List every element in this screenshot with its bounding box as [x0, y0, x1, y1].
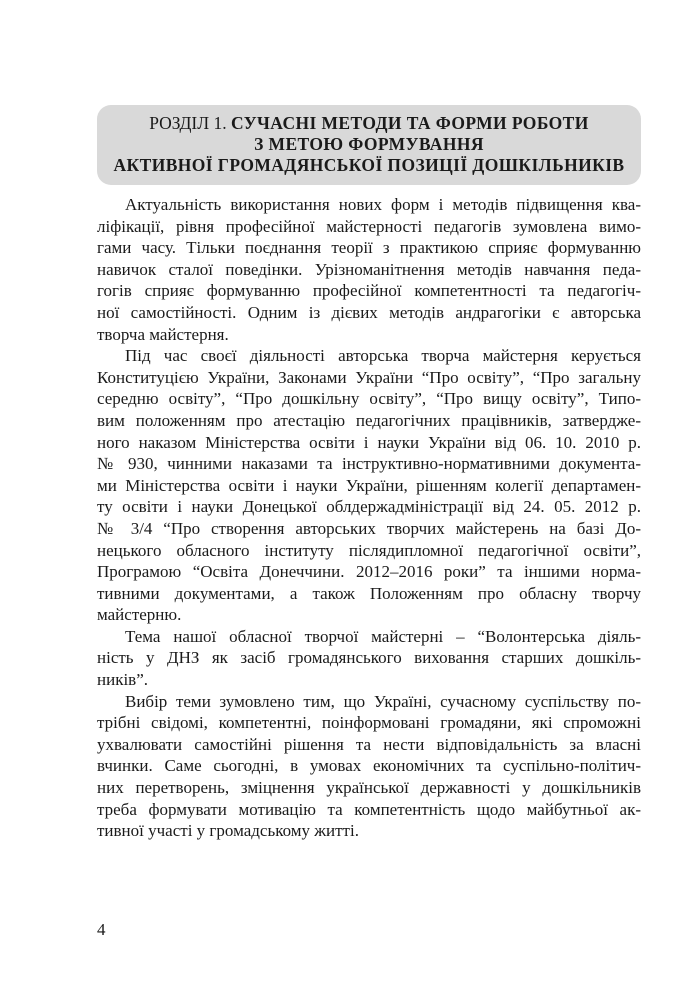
text-line: навичок сталої поведінки. Урізноманітнення методів навчання педа-	[97, 259, 641, 279]
text-line: Конституцією України, Законами України “Про освіту”, “Про загальну	[97, 367, 641, 387]
text-line: Тема нашої обласної творчої майстерні – “Волонтерська діяль-	[125, 626, 641, 646]
text-line: тивними документами, а також Положенням про обласну творчу	[97, 583, 641, 603]
text-line: гами часу. Тільки поєднання теорії з практикою сприяє формуванню	[97, 238, 641, 258]
page-number: 4	[97, 920, 106, 939]
paragraph	[97, 626, 641, 691]
chapter-title-line: АКТИВНОЇ ГРОМАДЯНСЬКОЇ ПОЗИЦІЇ ДОШКІЛЬНИКІВ	[113, 155, 625, 175]
text-line: ми Міністерства освіти і науки України, рішенням колегії департамен-	[97, 475, 641, 495]
chapter-title-line: З МЕТОЮ ФОРМУВАННЯ	[254, 134, 484, 154]
paragraph	[97, 691, 641, 842]
text-line: майстерню.	[97, 605, 182, 625]
text-line: ної самостійності. Одним із дієвих методів андрагогіки є авторська	[97, 302, 641, 322]
text-line: № 3/4 “Про створення авторських творчих майстерень на базі До-	[97, 518, 641, 538]
text-line: вим положенням про атестацію педагогічних працівників, затвердже-	[97, 410, 641, 430]
text-line: нецького обласного інституту післядипломної педагогічної освіти”,	[97, 540, 641, 560]
text-line: трібні свідомі, компетентні, поінформовані громадяни, які спроможні	[97, 713, 641, 733]
text-line: № 930, чинними наказами та інструктивно-нормативними документа-	[97, 454, 641, 474]
text-line: вчинки. Саме сьогодні, в умовах економічних та суспільно-політич-	[97, 756, 641, 776]
chapter-heading	[97, 105, 641, 185]
text-line: середню освіту”, “Про дошкільну освіту”, “Про вищу освіту”, Типо-	[97, 389, 641, 409]
text-line: треба формувати мотивацію та компетентність щодо майбутньої ак-	[97, 799, 641, 819]
paragraph	[97, 345, 641, 626]
text-line: Під час своєї діяльності авторська творча майстерня керується	[125, 346, 641, 366]
text-line: них перетворень, зміцнення української державності у дошкільників	[97, 778, 641, 798]
body-text	[97, 194, 641, 842]
text-line: ного наказом Міністерства освіти і науки України від 06. 10. 2010 р.	[97, 432, 641, 452]
chapter-title-line: СУЧАСНІ МЕТОДИ ТА ФОРМИ РОБОТИ	[231, 113, 589, 133]
text-line: ників”.	[97, 670, 148, 690]
text-line: Вибір теми зумовлено тим, що Україні, сучасному суспільству по-	[125, 691, 641, 711]
text-line: ліфікації, рівня професійної майстерності педагогів зумовлена вимо-	[97, 216, 641, 236]
text-line: Актуальність використання нових форм і методів підвищення ква-	[125, 195, 641, 214]
text-line: Програмою “Освіта Донеччини. 2012–2016 роки” та іншими норма-	[97, 562, 641, 582]
text-line: ність у ДНЗ як засіб громадянського виховання старших дошкіль-	[97, 648, 641, 668]
chapter-heading-line-1	[97, 113, 641, 134]
paragraph	[97, 194, 641, 345]
text-line: тивної участі у громадському житті.	[97, 821, 359, 841]
text-line: ухвалювати самостійні рішення та нести відповідальність за власні	[97, 734, 641, 754]
text-line: ту освіти і науки Донецької облдержадміністрації від 24. 05. 2012 р.	[97, 497, 641, 517]
text-line: творча майстерня.	[97, 324, 229, 344]
text-line: гогів сприяє формуванню професійної компетентності та педагогіч-	[97, 281, 641, 301]
chapter-prefix: РОЗДІЛ 1.	[149, 113, 231, 133]
